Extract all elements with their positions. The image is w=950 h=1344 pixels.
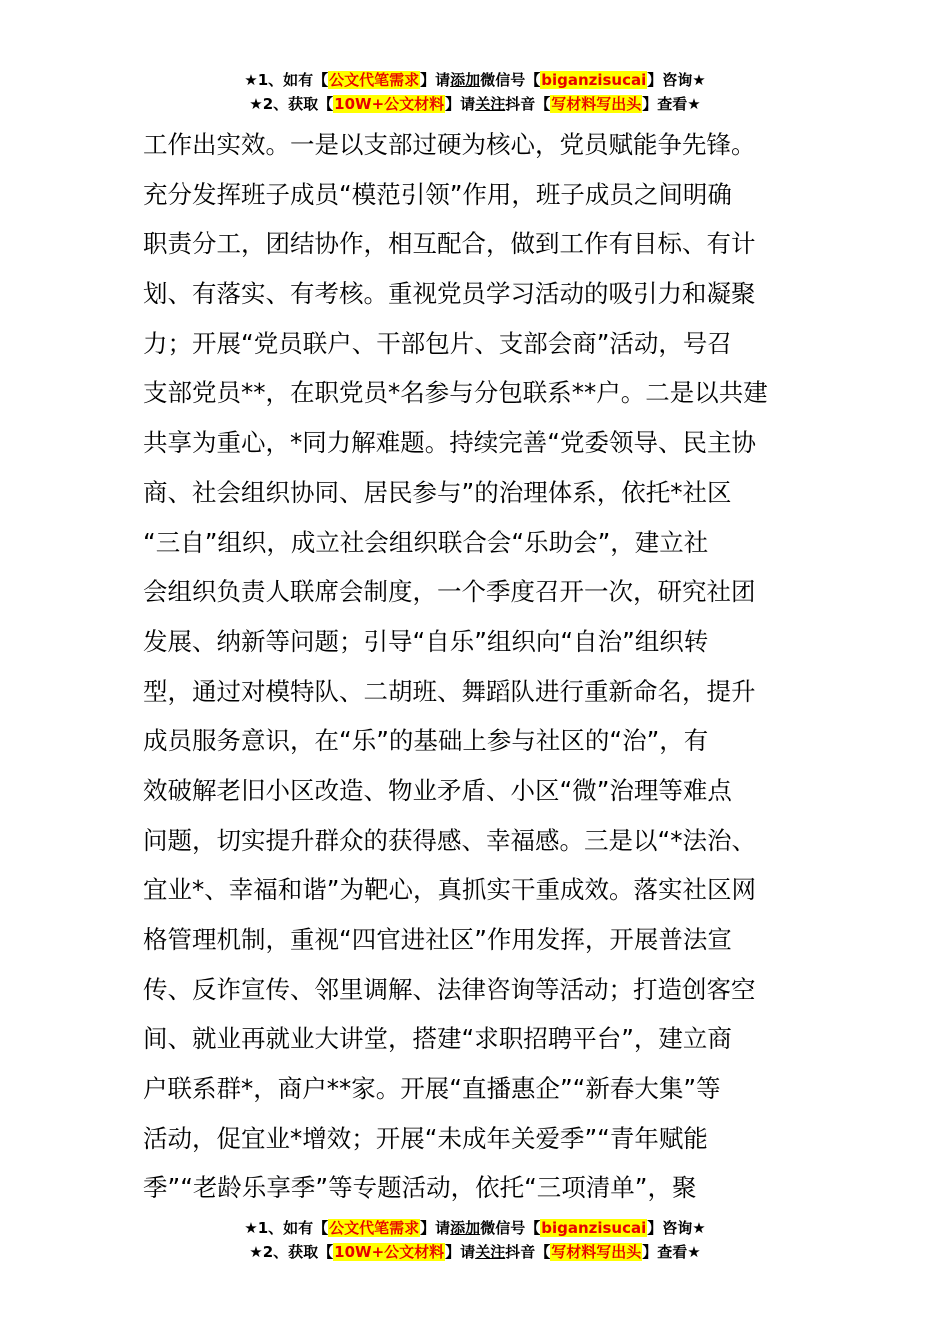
footer-banner bbox=[0, 1216, 950, 1264]
body-line: 问题，切实提升群众的获得感、幸福感。三是以“*法治、 bbox=[143, 825, 756, 855]
body-line: 工作出实效。一是以支部过硬为核心，党员赋能争先锋。 bbox=[143, 130, 756, 159]
banner-text: 1、如有【 bbox=[257, 71, 329, 89]
materials-highlight: 10W+公文材料 bbox=[334, 95, 445, 113]
banner-text: 微信号【 bbox=[480, 71, 541, 89]
banner-text: 2、获取【 bbox=[262, 95, 334, 113]
body-line: 支部党员**，在职党员*名参与分包联系**户。二是以共建 bbox=[143, 378, 768, 408]
star-icon: ★ bbox=[687, 95, 701, 113]
document-body bbox=[143, 120, 811, 1213]
body-line: 会组织负责人联席会制度，一个季度召开一次，研究社团 bbox=[143, 577, 756, 607]
header-banner bbox=[0, 68, 950, 116]
douyin-highlight: 写材料写出头 bbox=[551, 1243, 642, 1261]
banner-text: 抖音【 bbox=[505, 1243, 551, 1261]
star-icon: ★ bbox=[244, 1219, 258, 1237]
banner-emphasis: 添加 bbox=[450, 1219, 481, 1237]
star-icon: ★ bbox=[244, 71, 258, 89]
body-line: 宜业*、幸福和谐”为靶心，真抓实干重成效。落实社区网 bbox=[143, 875, 756, 905]
banner-text: 】请 bbox=[420, 1219, 451, 1237]
body-line: 季”“老龄乐享季”等专题活动，依托“三项清单”，聚 bbox=[143, 1173, 697, 1203]
banner-text: 】咨询 bbox=[647, 71, 693, 89]
service-highlight: 公文代笔需求 bbox=[329, 1219, 420, 1237]
body-line: 间、就业再就业大讲堂，搭建“求职招聘平台”，建立商 bbox=[143, 1024, 732, 1054]
star-icon: ★ bbox=[692, 71, 706, 89]
banner-emphasis: 添加 bbox=[450, 71, 481, 89]
wechat-id-highlight: biganzisucai bbox=[541, 71, 647, 89]
service-highlight: 公文代笔需求 bbox=[329, 71, 420, 89]
star-icon: ★ bbox=[249, 95, 263, 113]
banner-text: 】请 bbox=[445, 1243, 476, 1261]
body-line: 商、社会组织协同、居民参与”的治理体系，依托*社区 bbox=[143, 477, 732, 507]
douyin-highlight: 写材料写出头 bbox=[551, 95, 642, 113]
banner-text: 抖音【 bbox=[505, 95, 551, 113]
body-line: 型，通过对模特队、二胡班、舞蹈队进行重新命名，提升 bbox=[143, 676, 756, 706]
body-line: 户联系群*，商户**家。开展“直播惠企”“新春大集”等 bbox=[143, 1074, 721, 1104]
banner-emphasis: 关注 bbox=[475, 95, 506, 113]
banner-text: 】请 bbox=[420, 71, 451, 89]
star-icon: ★ bbox=[687, 1243, 701, 1261]
footer-banner-line-2 bbox=[0, 1240, 950, 1264]
body-line: 力；开展“党员联户、干部包片、支部会商”活动，号召 bbox=[143, 328, 732, 358]
banner-text: 】咨询 bbox=[647, 1219, 693, 1237]
banner-text: 】查看 bbox=[642, 95, 688, 113]
banner-emphasis: 关注 bbox=[475, 1243, 506, 1261]
materials-highlight: 10W+公文材料 bbox=[334, 1243, 445, 1261]
banner-text: 】查看 bbox=[642, 1243, 688, 1261]
header-banner-line-1 bbox=[0, 68, 950, 92]
body-line: 发展、纳新等问题；引导“自乐”组织向“自治”组织转 bbox=[143, 626, 709, 656]
star-icon: ★ bbox=[692, 1219, 706, 1237]
body-line: 划、有落实、有考核。重视党员学习活动的吸引力和凝聚 bbox=[143, 279, 756, 309]
banner-text: 微信号【 bbox=[480, 1219, 541, 1237]
banner-text: 1、如有【 bbox=[257, 1219, 329, 1237]
footer-banner-line-1 bbox=[0, 1216, 950, 1240]
body-line: 效破解老旧小区改造、物业矛盾、小区“微”治理等难点 bbox=[143, 775, 732, 805]
banner-text: 2、获取【 bbox=[262, 1243, 334, 1261]
body-line: 职责分工，团结协作，相互配合，做到工作有目标、有计 bbox=[143, 229, 756, 259]
banner-text: 】请 bbox=[445, 95, 476, 113]
body-line: 格管理机制，重视“四官进社区”作用发挥，开展普法宣 bbox=[143, 925, 732, 954]
body-line: 共享为重心，*同力解难题。持续完善“党委领导、民主协 bbox=[143, 428, 756, 458]
body-line: 传、反诈宣传、邻里调解、法律咨询等活动；打造创客空 bbox=[143, 974, 756, 1004]
body-line: 成员服务意识，在“乐”的基础上参与社区的“治”，有 bbox=[143, 726, 709, 756]
body-line: “三自”组织，成立社会组织联合会“乐助会”，建立社 bbox=[143, 527, 709, 557]
header-banner-line-2 bbox=[0, 92, 950, 116]
star-icon: ★ bbox=[249, 1243, 263, 1261]
wechat-id-highlight: biganzisucai bbox=[541, 1219, 647, 1237]
body-line: 活动，促宜业*增效；开展“未成年关爱季”“青年赋能 bbox=[143, 1123, 708, 1153]
body-line: 充分发挥班子成员“模范引领”作用，班子成员之间明确 bbox=[143, 179, 732, 209]
